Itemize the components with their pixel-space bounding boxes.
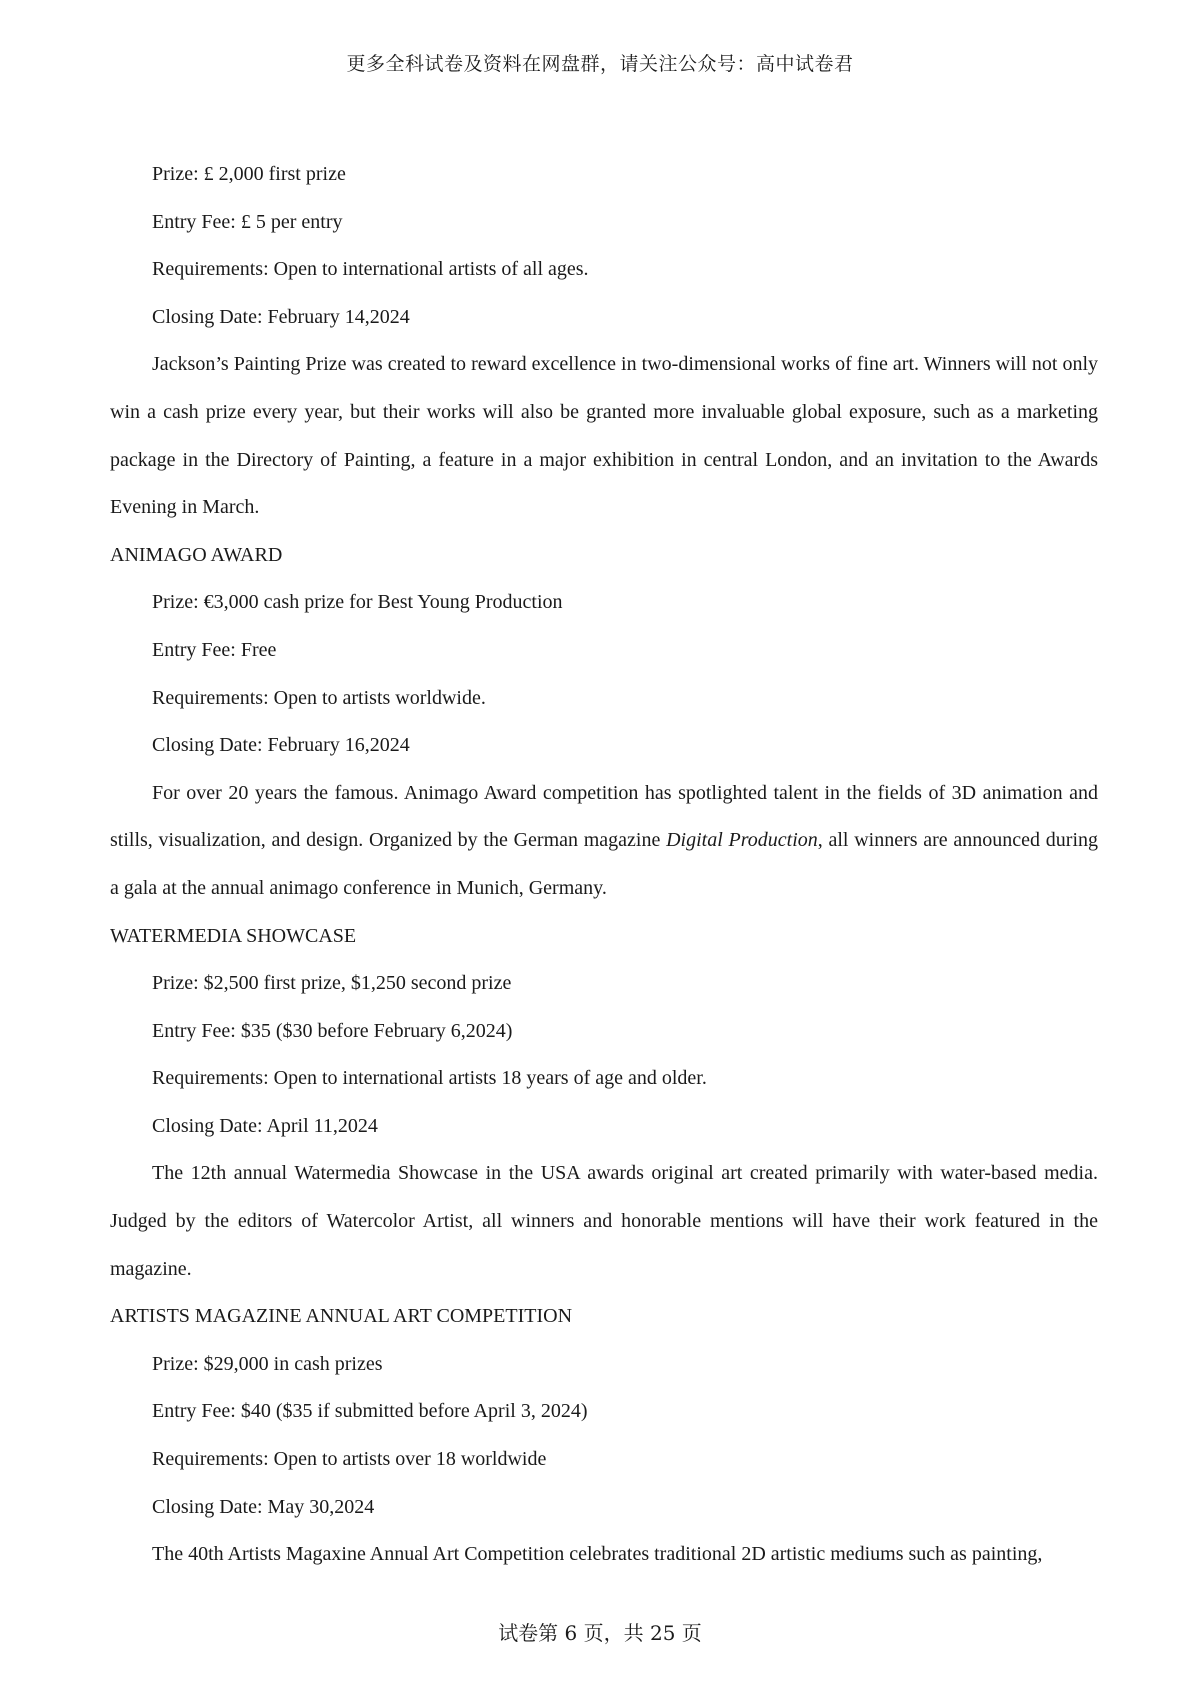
watermedia-description: The 12th annual Watermedia Showcase in the USA awards original art created primarily with water-based media. Judged by the editors of Watercolor Artist, all winners and honorable mentions will have their work featured in the magazine. (110, 1162, 1098, 1280)
watermedia-entry-fee: Entry Fee: $35 ($30 before February 6,2024) (152, 1019, 513, 1042)
artists-magazine-entry-fee: Entry Fee: $40 ($35 if submitted before April 3, 2024) (152, 1400, 588, 1423)
jackson-description: Jackson’s Painting Prize was created to reward excellence in two-dimensional works of fine art. Winners will not only win a cash prize every year, but their works will also be granted more invaluable global exposure, such as a marketing package in the Directory of Painting, a feature in a major exhibition in central London, and an invitation to the Awards Evening in March. (110, 353, 1098, 519)
animago-entry-fee: Entry Fee: Free (152, 638, 277, 661)
artists-magazine-prize: Prize: $29,000 in cash prizes (152, 1352, 383, 1375)
animago-requirements: Requirements: Open to artists worldwide. (152, 686, 486, 709)
section-jackson (110, 151, 1098, 532)
animago-closing-date: Closing Date: February 16,2024 (152, 734, 410, 757)
animago-magazine-title: Digital Production (666, 829, 818, 852)
header-banner: 更多全科试卷及资料在网盘群，请关注公众号：高中试卷君 (346, 53, 854, 75)
watermedia-prize: Prize: $2,500 first prize, $1,250 second prize (152, 972, 512, 995)
jackson-prize: Prize: £ 2,000 first prize (152, 163, 346, 185)
section-animago (110, 532, 1098, 913)
animago-description-text: For over 20 years the famous. Animago Award competition has spotlighted talent in the fields of 3D animation and stills, visualization, and design. Organized by the German magazine (110, 781, 1098, 852)
jackson-requirements: Requirements: Open to international artists of all ages. (152, 258, 589, 281)
section-artists-magazine (110, 1293, 1098, 1579)
section-watermedia (110, 913, 1098, 1294)
jackson-entry-fee: Entry Fee: £ 5 per entry (152, 210, 343, 233)
artists-magazine-requirements: Requirements: Open to artists over 18 worldwide (152, 1448, 547, 1471)
animago-prize: Prize: €3,000 cash prize for Best Young Production (152, 591, 563, 614)
watermedia-heading: WATERMEDIA SHOWCASE (110, 924, 357, 947)
page-footer: 试卷第 6 页，共 25 页 (498, 1621, 702, 1645)
artists-magazine-closing-date: Closing Date: May 30,2024 (152, 1495, 375, 1518)
jackson-closing-date: Closing Date: February 14,2024 (152, 305, 410, 328)
artists-magazine-description: The 40th Artists Magaxine Annual Art Competition celebrates traditional 2D artistic mediums such as painting, (152, 1543, 1043, 1566)
animago-description-tail: , all winners are announced during a gala at the annual animago conference in Munich, Germany. (110, 829, 1098, 899)
document-body (110, 151, 1098, 1579)
watermedia-requirements: Requirements: Open to international artists 18 years of age and older. (152, 1067, 707, 1090)
watermedia-closing-date: Closing Date: April 11,2024 (152, 1114, 378, 1137)
artists-magazine-heading: ARTISTS MAGAZINE ANNUAL ART COMPETITION (110, 1305, 573, 1328)
animago-heading: ANIMAGO AWARD (110, 543, 283, 566)
animago-description (110, 770, 1098, 913)
